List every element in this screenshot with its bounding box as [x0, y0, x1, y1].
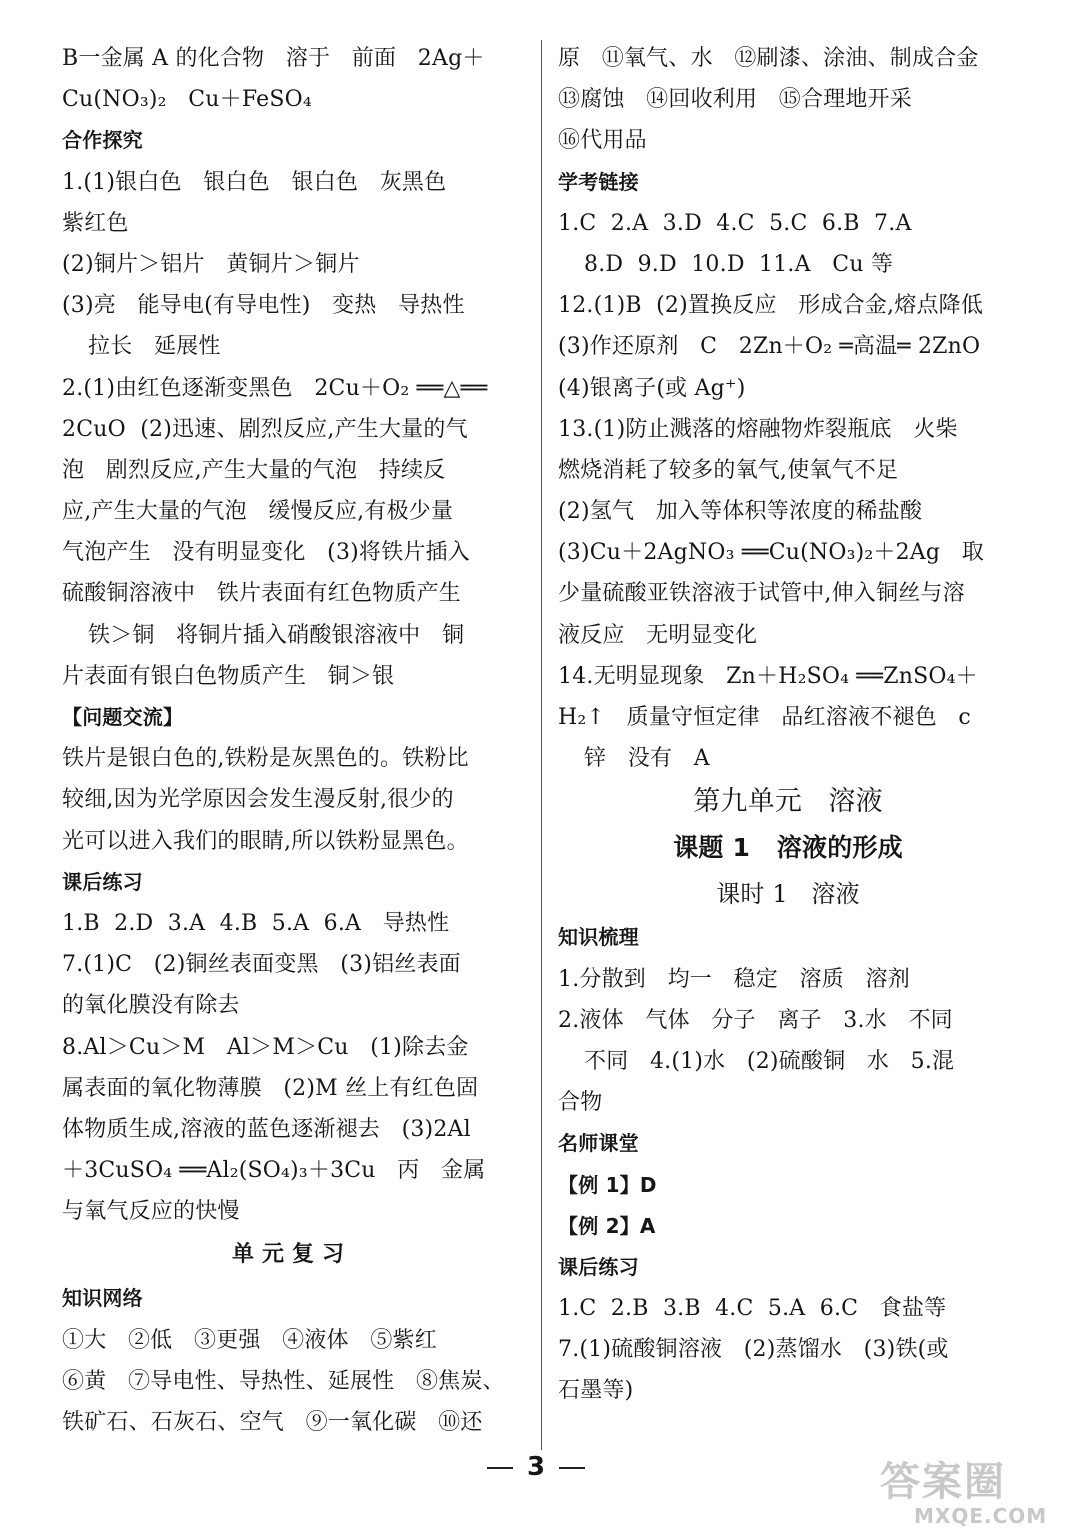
unit-title: 第九单元 溶液: [693, 786, 883, 818]
text-line: 1.(1)银白色 银白色 银白色 灰黑色: [62, 169, 447, 195]
section-heading: 课后练习: [558, 1254, 639, 1279]
text-line: 紫红色: [62, 210, 129, 236]
text-line: 1.C 2.A 3.D 4.C 5.C 6.B 7.A: [558, 210, 912, 236]
text-line: (3)作还原剂 C 2Zn＋O₂ ═高温═ 2ZnO: [558, 334, 981, 360]
text-line: 1.分散到 均一 稳定 溶质 溶剂: [558, 966, 910, 992]
text-line: 7.(1)硫酸铜溶液 (2)蒸馏水 (3)铁(或: [558, 1337, 949, 1363]
text-line: 较细,因为光学原因会发生漫反射,很少的: [62, 787, 454, 813]
text-line: 2.液体 气体 分子 离子 3.水 不同: [558, 1007, 953, 1033]
text-line: 1.C 2.B 3.B 4.C 5.A 6.C 食盐等: [558, 1296, 947, 1322]
text-line: (3)Cu＋2AgNO₃ ══Cu(NO₃)₂＋2Ag 取: [558, 540, 984, 566]
page-number-value: 3: [526, 1452, 546, 1482]
section-heading: 知识梳理: [558, 925, 639, 950]
text-line: ＋3CuSO₄ ══Al₂(SO₄)₃＋3Cu 丙 金属: [62, 1158, 486, 1184]
text-line: 气泡产生 没有明显变化 (3)将铁片插入: [62, 540, 470, 566]
text-line: 片表面有银白色物质产生 铜＞银: [62, 663, 395, 689]
left-column: [62, 38, 522, 1443]
text-line: 1.B 2.D 3.A 4.B 5.A 6.A 导热性: [62, 910, 450, 936]
text-line: B一金属 A 的化合物 溶于 前面 2Ag＋: [62, 46, 485, 71]
period-title: 课时 1 溶液: [716, 880, 860, 909]
text-line: 合物: [558, 1090, 603, 1116]
text-line: 拉长 延展性: [88, 334, 221, 360]
text-line: (3)亮 能导电(有导电性) 变热 导热性: [62, 293, 465, 319]
right-column: [558, 38, 1018, 1412]
section-heading: 课后练习: [62, 869, 143, 894]
text-line: 硫酸铜溶液中 铁片表面有红色物质产生: [62, 581, 461, 607]
section-heading: 名师课堂: [558, 1131, 639, 1156]
section-heading: 学考链接: [558, 169, 639, 194]
text-line: 体物质生成,溶液的蓝色逐渐褪去 (3)2Al: [62, 1116, 471, 1142]
text-line: 2CuO (2)迅速、剧烈反应,产生大量的气: [62, 416, 468, 442]
text-line: 铁片是银白色的,铁粉是灰黑色的。铁粉比: [62, 746, 469, 772]
text-line: 锌 没有 A: [584, 746, 710, 772]
text-line: (2)氢气 加入等体积等浓度的稀盐酸: [558, 499, 923, 525]
text-line: 原 ⑪氧气、水 ⑫刷漆、涂油、制成合金: [558, 46, 979, 71]
watermark-url: MXQE.COM: [914, 1504, 1048, 1528]
section-heading: 【问题交流】: [62, 705, 184, 729]
watermark-logo: [880, 1460, 1065, 1532]
text-line: ①大 ②低 ③更强 ④液体 ⑤紫红: [62, 1327, 437, 1353]
text-line: 铁矿石、石灰石、空气 ⑨一氧化碳 ⑩还: [62, 1410, 483, 1435]
text-line: 不同 4.(1)水 (2)硫酸铜 水 5.混: [584, 1048, 955, 1074]
text-line: (4)银离子(或 Ag⁺): [558, 375, 746, 401]
text-line: 13.(1)防止溅落的熔融物炸裂瓶底 火柴: [558, 416, 958, 442]
text-line: 少量硫酸亚铁溶液于试管中,伸入铜丝与溶: [558, 581, 965, 607]
text-line: 石墨等): [558, 1378, 634, 1404]
watermark-logo-text: 答案圈: [880, 1459, 1006, 1505]
text-line: 泡 剧烈反应,产生大量的气泡 持续反: [62, 457, 446, 483]
lesson-title: 课题 1 溶液的形成: [673, 833, 903, 863]
text-line: 8.D 9.D 10.D 11.A Cu 等: [584, 251, 894, 277]
text-line: 14.无明显现象 Zn＋H₂SO₄ ══ZnSO₄＋: [558, 663, 978, 689]
section-heading: 合作探究: [62, 128, 143, 153]
text-line: 7.(1)C (2)铜丝表面变黑 (3)铝丝表面: [62, 952, 461, 978]
text-line: ⑯代用品: [558, 128, 647, 154]
page-number-right-dash: [559, 1467, 585, 1469]
text-line: 与氧气反应的快慢: [62, 1199, 240, 1225]
text-line: 光可以进入我们的眼睛,所以铁粉显黑色。: [62, 828, 469, 854]
section-heading: 【例 1】D: [558, 1172, 657, 1197]
text-line: 燃烧消耗了较多的氧气,使氧气不足: [558, 457, 899, 483]
section-heading: 【例 2】A: [558, 1213, 656, 1238]
text-line: Cu(NO₃)₂ Cu＋FeSO₄: [62, 87, 312, 113]
text-line: 应,产生大量的气泡 缓慢反应,有极少量: [62, 499, 454, 525]
text-line: 铁＞铜 将铜片插入硝酸银溶液中 铜: [88, 622, 465, 648]
text-line: 8.Al＞Cu＞M Al＞M＞Cu (1)除去金: [62, 1034, 469, 1060]
section-heading: 知识网络: [62, 1286, 143, 1311]
column-divider: [541, 40, 542, 1450]
text-line: H₂↑ 质量守恒定律 品红溶液不褪色 c: [558, 705, 971, 730]
unit-review-title: 单元复习: [231, 1242, 352, 1268]
text-line: ⑬腐蚀 ⑭回收利用 ⑮合理地开采: [558, 87, 912, 113]
text-line: 的氧化膜没有除去: [62, 993, 240, 1019]
text-line: 液反应 无明显变化: [558, 622, 758, 648]
text-line: 属表面的氧化物薄膜 (2)M 丝上有红色固: [62, 1075, 479, 1101]
text-line: 12.(1)B (2)置换反应 形成合金,熔点降低: [558, 293, 984, 319]
text-line: 2.(1)由红色逐渐变黑色 2Cu＋O₂ ══△══: [62, 375, 488, 401]
page-number-left-dash: [487, 1467, 513, 1469]
text-line: ⑥黄 ⑦导电性、导热性、延展性 ⑧焦炭、: [62, 1368, 505, 1394]
text-line: (2)铜片＞铝片 黄铜片＞铜片: [62, 251, 360, 277]
